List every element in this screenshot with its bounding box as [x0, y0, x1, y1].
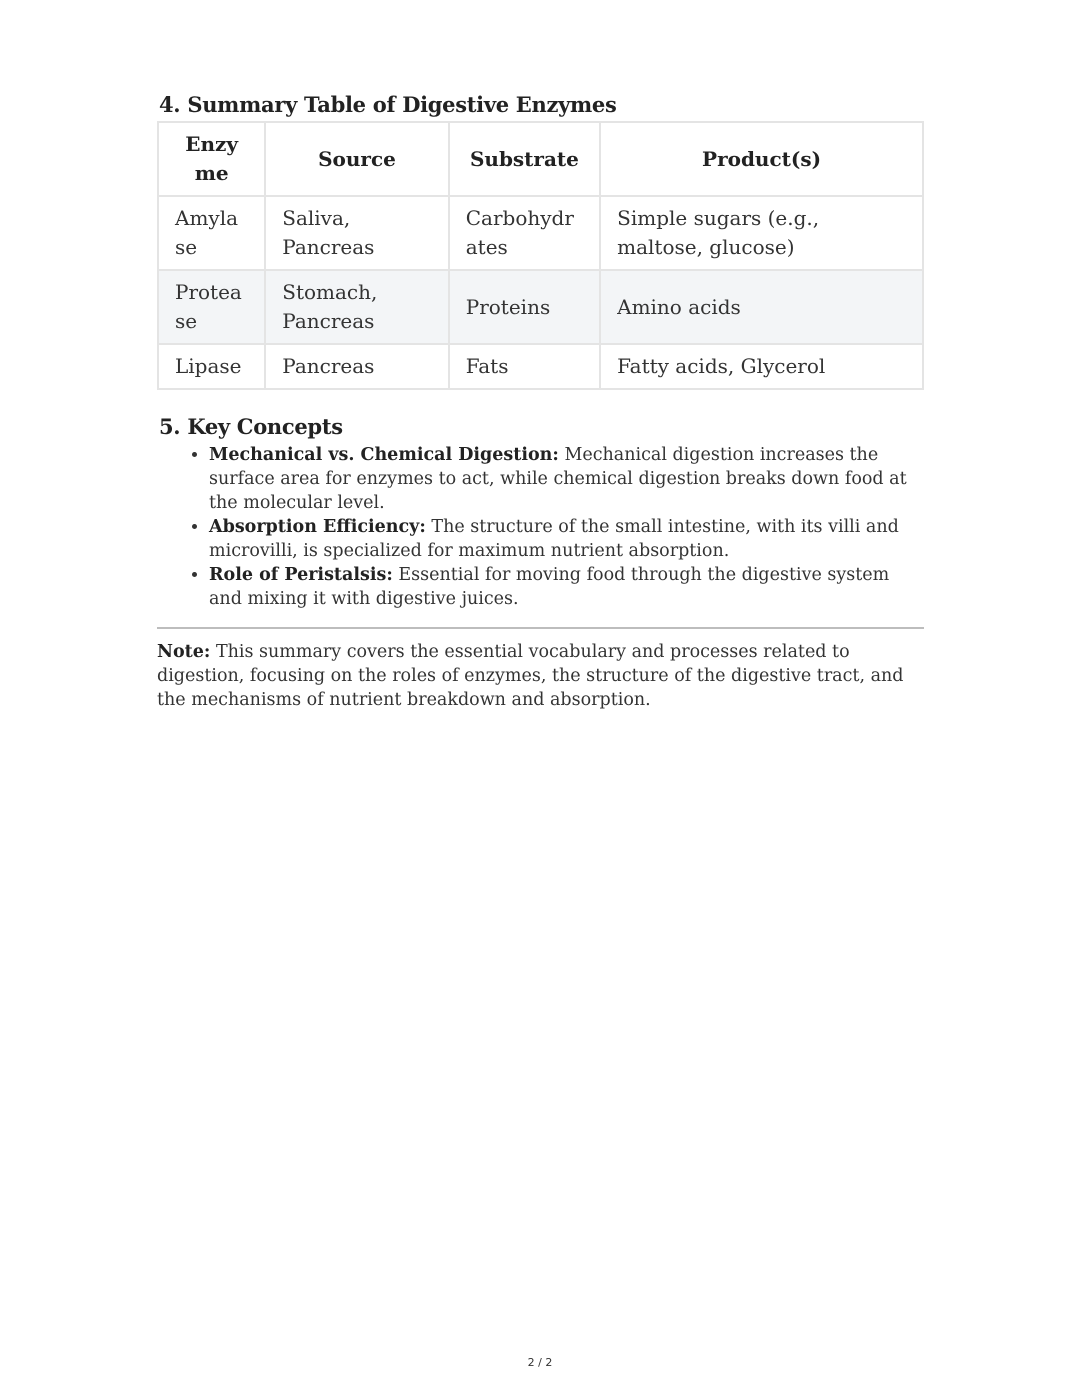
table-row	[158, 344, 923, 389]
cell-substrate: Carbohydrates	[449, 196, 600, 270]
cell-products: Simple sugars (e.g., maltose, glucose)	[600, 196, 923, 270]
concept-term: Role of Peristalsis:	[209, 565, 393, 585]
table-header-row	[158, 122, 923, 196]
column-header-products: Product(s)	[600, 122, 923, 196]
concept-term: Mechanical vs. Chemical Digestion:	[209, 445, 559, 465]
cell-source: Pancreas	[265, 344, 448, 389]
cell-substrate: Fats	[449, 344, 600, 389]
concept-text: Essential for moving food through the digestive system and mixing it with digestive juices.	[209, 565, 890, 609]
enzyme-table	[157, 121, 924, 390]
cell-enzyme: Lipase	[158, 344, 265, 389]
table-row	[158, 196, 923, 270]
cell-source: Stomach, Pancreas	[265, 270, 448, 344]
table-section-title: 4. Summary Table of Digestive Enzymes	[159, 92, 617, 117]
concept-term: Absorption Efficiency:	[209, 517, 426, 537]
concepts-section-title: 5. Key Concepts	[159, 414, 343, 439]
concept-text: Mechanical digestion increases the surface area for enzymes to act, while chemical digestion breaks down food at the molecular level.	[209, 445, 907, 513]
page-number: 2 / 2	[527, 1356, 553, 1369]
cell-substrate: Proteins	[449, 270, 600, 344]
table-row	[158, 270, 923, 344]
cell-products: Fatty acids, Glycerol	[600, 344, 923, 389]
cell-enzyme: Protease	[158, 270, 265, 344]
list-item	[209, 515, 924, 563]
list-item	[209, 563, 924, 611]
concept-list	[157, 443, 924, 611]
note-text: This summary covers the essential vocabulary and processes related to digestion, focusing on the roles of enzymes, the structure of the digestive tract, and the mechanisms of nutrient breakdown and absorption.	[157, 642, 904, 710]
column-header-source: Source	[265, 122, 448, 196]
divider	[157, 627, 924, 629]
note-label: Note:	[157, 642, 211, 662]
concept-text: The structure of the small intestine, with its villi and microvilli, is specialized for maximum nutrient absorption.	[209, 517, 899, 561]
column-header-substrate: Substrate	[449, 122, 600, 196]
column-header-enzyme: Enzyme	[158, 122, 265, 196]
key-concepts-section	[157, 414, 924, 611]
cell-source: Saliva, Pancreas	[265, 196, 448, 270]
cell-enzyme: Amylase	[158, 196, 265, 270]
document-page	[157, 92, 924, 712]
note-paragraph	[157, 640, 924, 712]
cell-products: Amino acids	[600, 270, 923, 344]
list-item	[209, 443, 924, 515]
